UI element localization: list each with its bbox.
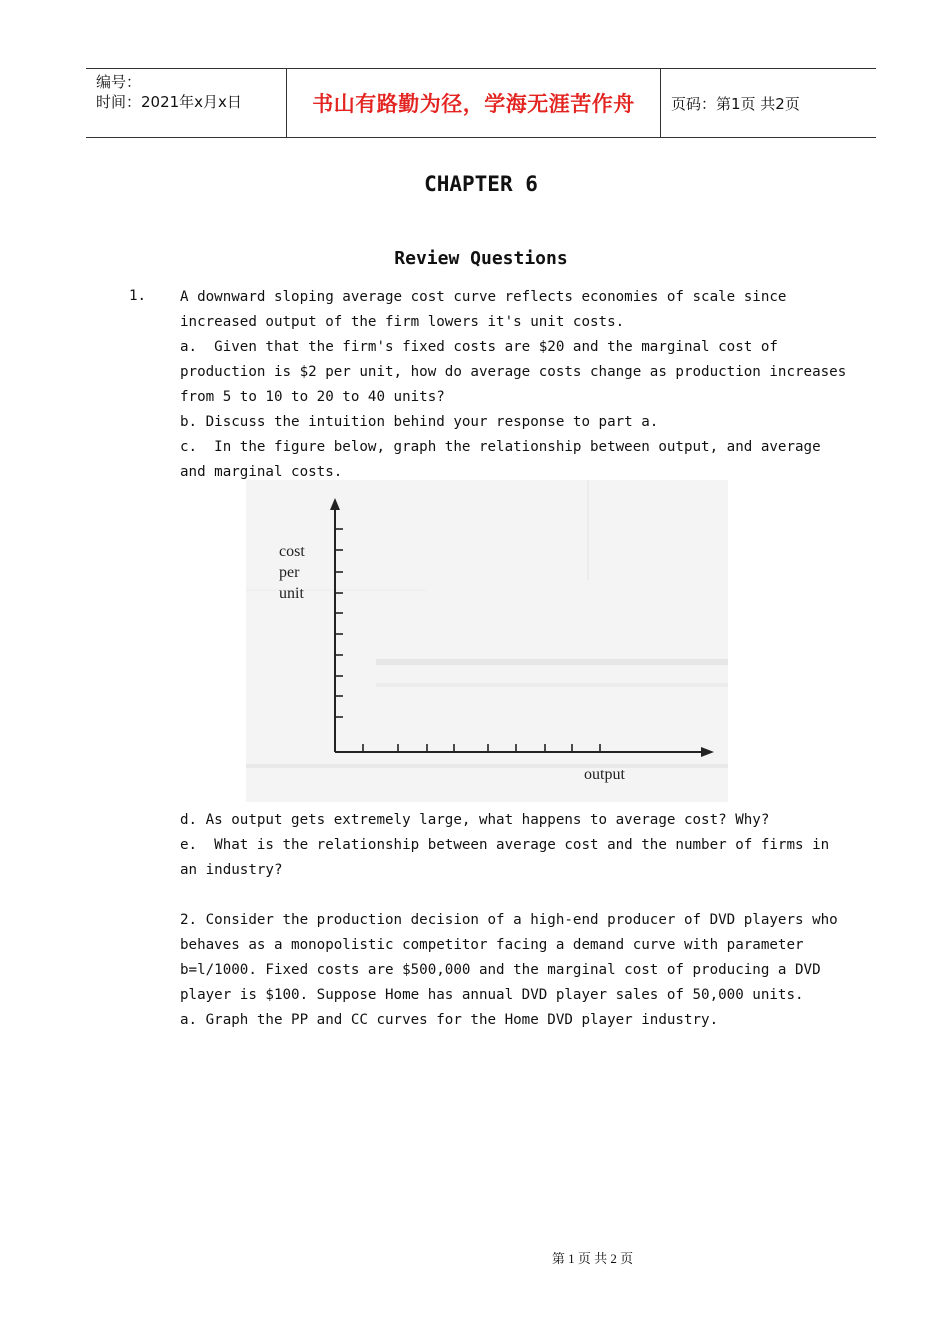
- header-motto-cell: [286, 69, 661, 137]
- motto: 书山有路勤为径，学海无涯苦作舟: [312, 92, 635, 116]
- page-info: 页码：第1页 共2页: [671, 94, 800, 113]
- q2-line: a. Graph the PP and CC curves for the Home DVD player industry.: [180, 1012, 719, 1028]
- q1-line: an industry?: [180, 862, 283, 878]
- q1-line: and marginal costs.: [180, 464, 343, 480]
- x-axis-label-output: output: [584, 766, 625, 783]
- header-table: [86, 68, 876, 138]
- q2-line: behaves as a monopolistic competitor facing a demand curve with parameter: [180, 937, 804, 953]
- y-axis-label-per: per: [279, 564, 300, 581]
- q1-line: A downward sloping average cost curve reflects economies of scale since: [180, 289, 787, 305]
- q1-line: e. What is the relationship between average cost and the number of firms in: [180, 837, 830, 853]
- time-label: 时间：2021年x月x日: [96, 93, 242, 111]
- q2-line: b=l/1000. Fixed costs are $500,000 and the marginal cost of producing a DVD: [180, 962, 821, 978]
- question-1-number: 1.: [129, 288, 147, 304]
- q2-line: player is $100. Suppose Home has annual DVD player sales of 50,000 units.: [180, 987, 804, 1003]
- header-page-cell: [661, 69, 876, 137]
- q2-line: 2. Consider the production decision of a high-end producer of DVD players who: [180, 912, 838, 928]
- number-label: 编号：: [96, 73, 142, 91]
- chapter-title: CHAPTER 6: [424, 172, 538, 196]
- y-axis-label-unit: unit: [279, 585, 304, 602]
- blank-cost-graph: [246, 480, 728, 802]
- q1-line: a. Given that the firm's fixed costs are $20 and the marginal cost of: [180, 339, 778, 355]
- q1-line: c. In the figure below, graph the relationship between output, and average: [180, 439, 821, 455]
- q1-line: increased output of the firm lowers it's unit costs.: [180, 314, 625, 330]
- section-title: Review Questions: [394, 248, 568, 269]
- header-left-cell: [86, 69, 286, 137]
- page-footer: 第 1 页 共 2 页: [551, 1251, 634, 1266]
- q1-line: b. Discuss the intuition behind your response to part a.: [180, 414, 659, 430]
- q1-line: from 5 to 10 to 20 to 40 units?: [180, 389, 445, 405]
- y-axis-label-cost: cost: [279, 543, 305, 560]
- q1-line: d. As output gets extremely large, what happens to average cost? Why?: [180, 812, 770, 828]
- q1-line: production is $2 per unit, how do average costs change as production increases: [180, 364, 847, 380]
- axes-svg: [246, 480, 728, 802]
